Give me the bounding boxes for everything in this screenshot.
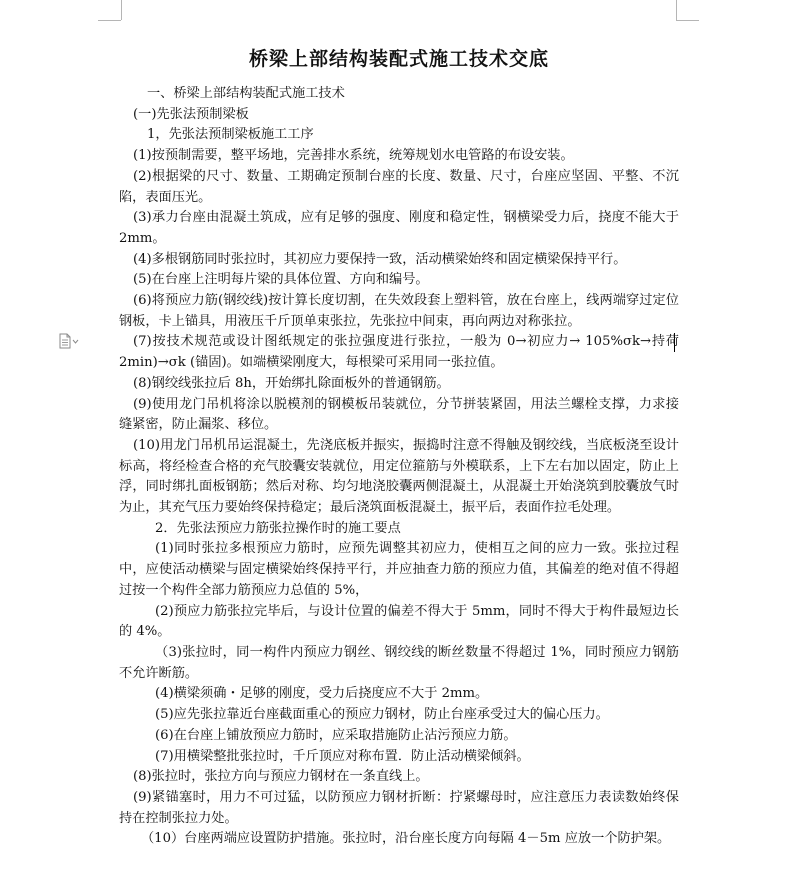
paragraph: (2)预应力筋张拉完毕后，与设计位置的偏差不得大于 5mm，同时不得大于构件最短边长的 4%。 [119, 603, 679, 640]
document-body [119, 84, 679, 850]
crop-mark-top-right-vertical [676, 0, 677, 20]
paragraph: (6)将预应力筋(钢绞线)按计算长度切割，在失效段套上塑料管，放在台座上，线两端穿过定位钢板，卡上锚具，用液压千斤顶单束张拉，先张拉中间束，再向两边对称张拉。 [119, 293, 679, 329]
paragraph: 一、桥梁上部结构装配式施工技术 [147, 86, 345, 101]
paragraph: (9)紧锚塞时，用力不可过猛，以防预应力钢材折断：拧紧螺母时，应注意压力表读数始终保持在控制张拉力处。 [119, 789, 679, 826]
crop-mark-top-left-vertical [121, 0, 122, 20]
paragraph: 2．先张法预应力筋张拉操作时的施工要点 [155, 520, 401, 536]
paragraph: (5)在台座上注明每片梁的具体位置、方向和编号。 [133, 272, 429, 288]
paragraph: (3)承力台座由混凝土筑成，应有足够的强度、刚度和稳定性，钢横梁受力后，挠度不能大于 2mm。 [119, 210, 679, 246]
document-title: 桥梁上部结构装配式施工技术交底 [248, 48, 549, 70]
paragraph: (一)先张法预制梁板 [133, 106, 249, 122]
paragraph: (9)使用龙门吊机将涂以脱模剂的钢模板吊装就位，分节拼装紧固，用法兰螺栓支撑，力求接缝紧密，防止漏浆、移位。 [119, 396, 679, 433]
paragraph: (5)应先张拉靠近台座截面重心的预应力钢材，防止台座承受过大的偏心压力。 [155, 707, 609, 723]
paragraph: (4)多根钢筋同时张拉时，其初应力要保持一致，活动横梁始终和固定横梁保持平行。 [133, 251, 627, 267]
paragraph: (1)按预制需要，整平场地，完善排水系统，统筹规划水电管路的布设安装。 [133, 148, 574, 164]
paragraph: (1)同时张拉多根预应力筋时，应预先调整其初应力，使相互之间的应力一致。张拉过程中，应使活动横梁与固定横梁始终保持平行，并应抽查力筋的预应力值，其偏差的绝对值不得超过按一个构件全部力筋预应力总值的 5%， [119, 541, 679, 598]
paragraph: (8)钢绞线张拉后 8h，开始绑扎除面板外的普通钢筋。 [133, 375, 450, 391]
paragraph: (7)用横梁整批张拉时，千斤顶应对称布置．防止活动横梁倾斜。 [155, 748, 530, 764]
paragraph: （10）台座两端应设置防护措施。张拉时，沿台座长度方向每隔 4－5m 应放一个防护架。 [141, 831, 671, 847]
crop-mark-top-left-horizontal [98, 20, 121, 21]
paragraph: (2)根据梁的尺寸、数量、工期确定预制台座的长度、数量、尺寸，台座应坚固、平整、不沉陷，表面压光。 [119, 168, 679, 205]
paragraph: 1，先张法预制梁板施工工序 [147, 127, 314, 143]
crop-mark-top-right-horizontal [676, 20, 699, 21]
paragraph: （3)张拉时，同一构件内预应力钢丝、钢绞线的断丝数量不得超过 1%，同时预应力钢筋不允许断筋。 [119, 644, 679, 681]
paragraph: (10)用龙门吊机吊运混凝土，先浇底板并振实，振捣时注意不得触及钢绞线，当底板浇至设计标高，将经检查合格的充气胶囊安装就位，用定位箍筋与外模联系，上下左右加以固定，防止上浮，同时绑扎面板钢筋；然后对称、均匀地浇胶囊两侧混凝土，从混凝土开始浇筑到胶囊放气时为止，其充气压力要始终保持稳定；最后浇筑面板混凝土，振平后，表面作拉毛处理。 [119, 437, 679, 516]
document-icon[interactable] [58, 333, 80, 349]
paragraph: (8)张拉时，张拉方向与预应力钢材在一条直线上。 [133, 769, 429, 785]
paragraph: (6)在台座上铺放预应力筋时，应采取措施防止沾污预应力筋。 [155, 727, 517, 743]
paragraph: (7)按技术规范或设计图纸规定的张拉强度进行张拉，一般为 0→初应力→ 105%σk→持荷2min)→σk (锚固)。如端横梁刚度大，每根梁可采用同一张拉值。 [119, 334, 679, 371]
paragraph: (4)横梁须确・足够的刚度，受力后挠度应不大于 2mm。 [155, 686, 489, 702]
